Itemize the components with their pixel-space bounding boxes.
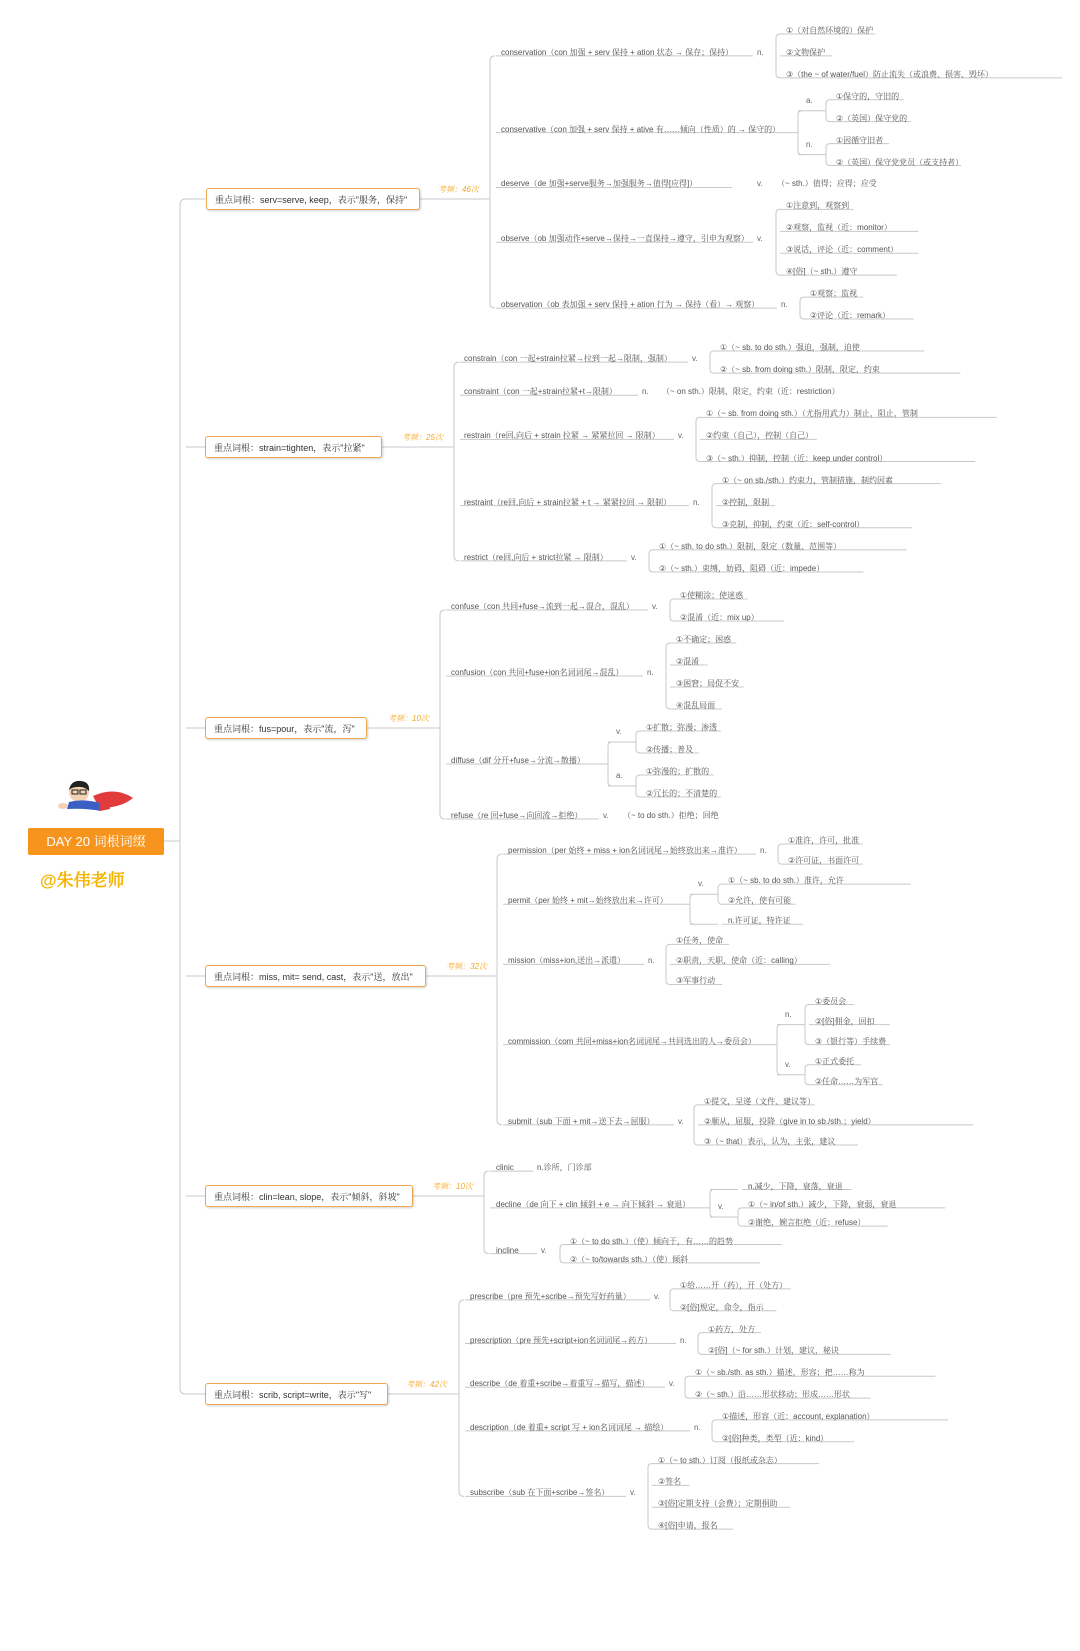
part-of-speech: v. [616,727,622,736]
connector-bracket [710,1190,714,1218]
meaning-item: ②允许，使有可能 [728,896,792,906]
connector-bracket [805,1005,809,1045]
word-entry[interactable]: describe（de 着重+scribe→着重写→描写，描述） [470,1379,650,1389]
word-entry[interactable]: restraint（re回,向后 + strain拉紧 + t → 紧紧拉回 → 限制） [464,497,672,507]
meaning-item: ②[俗]（~ for sth.）计划，建议，秘诀 [708,1346,839,1356]
meaning-item: ①（~ on sb./sth.）约束力，管制措施，制约因素 [722,475,893,485]
word-entry[interactable]: prescribe（pre 预先+scribe→预先写好药量） [470,1291,631,1301]
connector-bracket [776,34,780,78]
connector-bracket [670,599,674,621]
connector-bracket [778,844,782,864]
connector-bracket [670,1289,674,1311]
meaning-item: ②传播；普及 [646,745,694,754]
word-entry[interactable]: observation（ob 表加强 + serv 保持 + ation 行为 → 保持（看）→ 观察） [501,300,760,310]
part-of-speech: v. [678,1116,684,1126]
word-entry[interactable]: refuse（re 回+fuse→向回流→拒绝） [451,811,583,820]
meaning-item: ②（英国）保守党党员（或支持者） [836,157,964,167]
part-of-speech: n. [781,300,788,310]
meaning-item: ①注意到，观察到 [786,201,850,211]
meaning-item: ①观察；监视 [810,289,858,299]
meaning-item: ④[俗]申请，报名 [658,1521,718,1531]
meaning-item: ②混淆 [676,657,700,666]
meaning-item: ②约束（自己），控制（自己） [706,431,814,441]
connector-bracket [440,610,445,819]
word-entry[interactable]: subscribe（sub 在下面+scribe→签名） [470,1488,610,1498]
part-of-speech: n. [760,846,767,856]
word-entry[interactable]: clinic [496,1163,514,1173]
meaning-item: ②混淆（近：mix up） [680,613,759,622]
meaning-item: ①（~ sb. to do sth.）准许，允许 [728,876,844,886]
connector-bracket [490,56,495,308]
frequency-label: 考频：10次 [388,714,429,723]
meaning-item: ②任命……为军官 [815,1076,879,1086]
meaning-item: ②观察，监视（近：monitor） [786,223,892,233]
meaning-item: （~ on sth.）限制，限定，约束（近：restriction） [662,387,840,397]
meaning-item: ①提交，呈递（文件、建议等） [704,1096,816,1106]
connector-bracket [776,209,780,275]
meaning-item: n.许可证，特许证 [728,916,791,926]
meaning-item: （~ to do sth.）拒绝；回绝 [623,811,719,820]
meaning-item: ②顺从，屈服，投降（give in to sb./sth.；yield） [704,1116,876,1126]
meaning-item: ①委员会 [815,996,847,1006]
topic-node-1[interactable]: 重点词根：serv=serve, keep，表示"服务，保持" [206,188,420,210]
part-of-speech: a. [806,95,813,105]
topic-node-5[interactable]: 重点词根：clin=lean, slope，表示"倾斜，斜坡" [205,1185,413,1207]
connector-bracket [454,362,459,561]
meaning-item: ①描述，形容（近：account, explanation） [722,1411,875,1421]
connector-bracket [826,100,830,122]
meaning-item: ②签名 [658,1477,682,1487]
word-entry[interactable]: decline（de 向下 + clin 倾斜 + e → 向下倾斜 → 衰退） [496,1199,691,1209]
part-of-speech: n. [757,47,764,57]
meaning-item: ③军事行动 [676,976,716,986]
part-of-speech: v. [698,879,704,889]
meaning-item: ①（~ sb. to do sth.）强迫，强制，迫使 [720,343,860,353]
word-entry[interactable]: incline [496,1245,519,1255]
part-of-speech: v. [757,179,763,189]
word-entry[interactable]: permission（per 始终 + miss + ion名词词尾→始终放出来→准许） [508,846,742,856]
connector-bracket [560,1245,564,1263]
part-of-speech: v. [718,1202,724,1211]
connector-bracket [484,1171,489,1254]
part-of-speech: n. [642,387,649,397]
topic-node-2[interactable]: 重点词根：strain=tighten，表示"拉紧" [205,436,382,458]
part-of-speech: v. [692,354,698,364]
connector-bracket [497,854,502,1125]
meaning-item: ①（~ in/of sth.）减少，下降，衰弱，衰退 [748,1199,897,1209]
meaning-item: ③（the ~ of water/fuel）防止流失（或浪费、损害、毁坏） [786,69,993,79]
word-entry[interactable]: restrict（re回,向后 + strict拉紧 → 限制） [464,552,608,562]
connector-bracket [694,1105,698,1145]
part-of-speech: v. [678,431,684,441]
part-of-speech: v. [652,602,658,611]
connector-bracket [636,731,640,753]
meaning-item: ②（~ sth.）沿……形状移动；形成……形状 [695,1390,850,1400]
part-of-speech: v. [631,552,637,562]
word-entry[interactable]: description（de 着重+ script 写 + ion名词词尾 → 描绘） [470,1422,669,1432]
meaning-item: ③（~ that）表示，认为，主张，建议 [704,1136,836,1146]
meaning-item: ②[俗]规定，命令，指示 [680,1302,764,1312]
meaning-item: ①任务，使命 [676,936,724,946]
meaning-item: ②谢绝，婉言拒绝（近：refuse） [748,1218,866,1228]
meaning-item: ③（~ sth.）抑制，控制（近：keep under control） [706,453,888,463]
meaning-item: n.减少，下降，衰落，衰退 [748,1181,843,1191]
meaning-item: ③克制，抑制，约束（近：self-control） [722,519,865,529]
topic-node-4[interactable]: 重点词根：miss, mit= send, cast，表示"送，放出" [205,965,426,987]
connector-bracket [649,550,653,572]
meaning-item: ①（~ to do sth.）（使）倾向于，有……的趋势 [570,1236,733,1246]
connector-bracket [798,111,802,155]
word-entry[interactable]: diffuse（dif 分开+fuse→分流→散播） [451,756,585,765]
part-of-speech: v. [757,234,763,244]
meaning-item: ①（~ sb. from doing sth.）（尤指用武力）制止，阻止，管制 [706,409,918,419]
meaning-item: ③说话，评论（近：comment） [786,245,899,255]
connector-bracket [180,199,186,1394]
part-of-speech: n. [694,1422,701,1432]
meaning-item: ①准许，许可，批准 [788,836,860,846]
meaning-item: ②职责，天职，使命（近：calling） [676,956,802,966]
word-entry[interactable]: observe（ob 加强动作+serve→保持→一直保持→遵守，引申为观察） [501,234,749,244]
meaning-item: ②[俗]佣金，回扣 [815,1016,875,1026]
connector-bracket [826,144,830,166]
meaning-item: ③[俗]定期支持（会费）；定期捐助 [658,1499,778,1509]
part-of-speech: n. [680,1335,687,1345]
meaning-item: ①（~ sth. to do sth.）限制，限定（数量、范围等） [659,541,842,551]
topic-node-6[interactable]: 重点词根：scrib, script=write，表示"写" [205,1383,388,1405]
meaning-item: ①不确定；困惑 [676,635,732,644]
meaning-item: ④[俗]（~ sth.）遵守 [786,267,858,277]
connector-bracket [666,944,670,984]
word-entry[interactable]: confusion（con 共同+fuse+ion名词词尾→混乱） [451,668,624,677]
connector-bracket [648,1464,652,1530]
meaning-item: ①保守的，守旧的 [836,91,900,101]
connector-bracket [636,775,640,797]
meaning-item: ②控制，限制 [722,497,770,507]
frequency-label: 考频：42次 [406,1380,447,1389]
frequency-label: 考频：25次 [402,433,443,442]
part-of-speech: n. [785,1009,792,1019]
meaning-item: ①给……开（药），开（处方） [680,1280,788,1290]
part-of-speech: v. [630,1488,636,1498]
part-of-speech: v. [669,1379,675,1389]
connector-bracket [712,484,716,528]
meaning-item: ①药方，处方 [708,1324,756,1334]
connector-bracket [718,884,722,904]
meaning-item: n.诊所，门诊部 [537,1163,592,1173]
part-of-speech: n. [647,668,654,677]
part-of-speech: v. [654,1291,660,1301]
meaning-item: （~ sth.）值得；应得；应受 [777,179,877,189]
meaning-item: ①（~ sb./sth. as sth.）描述，形容；把……称为 [695,1368,865,1378]
meaning-item: ②许可证，书面许可 [788,856,860,866]
meaning-item: ②（~ sb. from doing sth.）限制，限定，约束 [720,365,880,375]
part-of-speech: n. [806,139,813,149]
meaning-item: ②（~ sth.）束缚，妨碍，阻碍（近：impede） [659,563,825,573]
word-entry[interactable]: commission（com 共同+miss+ion名词词尾→共同选出的人→委员会） [508,1036,757,1046]
word-entry[interactable]: submit（sub 下面 + mit→送下去→屈服） [508,1116,655,1126]
part-of-speech: v. [541,1245,547,1255]
meaning-item: ①因循守旧者 [836,135,884,145]
connector-bracket [698,1333,702,1355]
meaning-item: ②文物保护 [786,47,826,57]
root-node[interactable]: DAY 20 词根词缀 [28,828,164,855]
meaning-item: ②评论（近：remark） [810,311,891,321]
author-label: @朱伟老师 [40,871,125,890]
topic-node-3[interactable]: 重点词根：fus=pour，表示"流，泻" [205,717,367,739]
connector-bracket [777,1025,781,1075]
word-entry[interactable]: conservative（con 加强 + serv 保持 + ative 有……倾向（性质）的 → 保守的） [501,124,781,134]
connector-bracket [738,1208,742,1226]
connector-bracket [608,742,612,786]
meaning-item: ④混乱局面 [676,701,716,710]
connector-bracket [696,417,700,461]
word-entry[interactable]: confuse（con 共同+fuse→流到一起→混合，混乱） [451,602,634,611]
word-entry[interactable]: mission（miss+ion,送出→派遣） [508,956,626,966]
connector-bracket [459,1300,464,1497]
part-of-speech: v. [603,811,609,820]
meaning-item: ①（~ to sth.）订阅（报纸或杂志） [658,1455,782,1465]
word-entry[interactable]: conservation（con 加强 + serv 保持 + ation 状态 → 保存；保持） [501,47,734,57]
word-entry[interactable]: deserve（de 加强+serve服务→加强服务→值得[应得]） [501,179,698,189]
connector-bracket [712,1420,716,1442]
meaning-item: ②（~ to/towards sth.）（使）倾斜 [570,1254,689,1264]
connector-bracket [666,643,670,709]
word-entry[interactable]: constrain（con 一起+strain拉紧→拉到一起→限制，强制） [464,354,672,364]
meaning-item: ②冗长的；不清楚的 [646,789,718,798]
meaning-item: ③（银行等）手续费 [815,1036,887,1046]
connector-bracket [690,894,694,924]
meaning-item: ①（对自然环境的）保护 [786,25,874,35]
frequency-label: 考频：10次 [432,1182,473,1191]
word-entry[interactable]: prescription（pre 预先+script+ion名词词尾→药方） [470,1335,653,1345]
meaning-item: ①正式委托 [815,1056,855,1066]
connector-bracket [800,297,804,319]
frequency-label: 考频：46次 [438,185,479,194]
part-of-speech: n. [648,956,655,966]
word-entry[interactable]: permit（per 始终 + mit→始终放出来→许可） [508,896,668,906]
meaning-item: ①弥漫的；扩散的 [646,767,710,776]
meaning-item: ③困窘；局促不安 [676,679,740,688]
part-of-speech: v. [785,1059,791,1069]
meaning-item: ②（英国）保守党的 [836,113,908,123]
connector-bracket [805,1065,809,1085]
superhero-mascot-icon [55,778,145,822]
part-of-speech: a. [616,771,623,780]
part-of-speech: n. [693,497,700,507]
frequency-label: 考频：32次 [446,962,487,971]
meaning-item: ①使糊涂；使迷惑 [680,591,744,600]
word-entry[interactable]: restrain（re回,向后 + strain 拉紧 → 紧紧拉回 → 限制） [464,431,660,441]
connector-bracket [710,351,714,373]
word-entry[interactable]: constraint（con 一起+strain拉紧+t→限制） [464,387,617,397]
meaning-item: ①扩散；弥漫；渗透 [646,723,718,732]
meaning-item: ②[俗]种类，类型（近：kind） [722,1433,829,1443]
connector-bracket [685,1376,689,1398]
